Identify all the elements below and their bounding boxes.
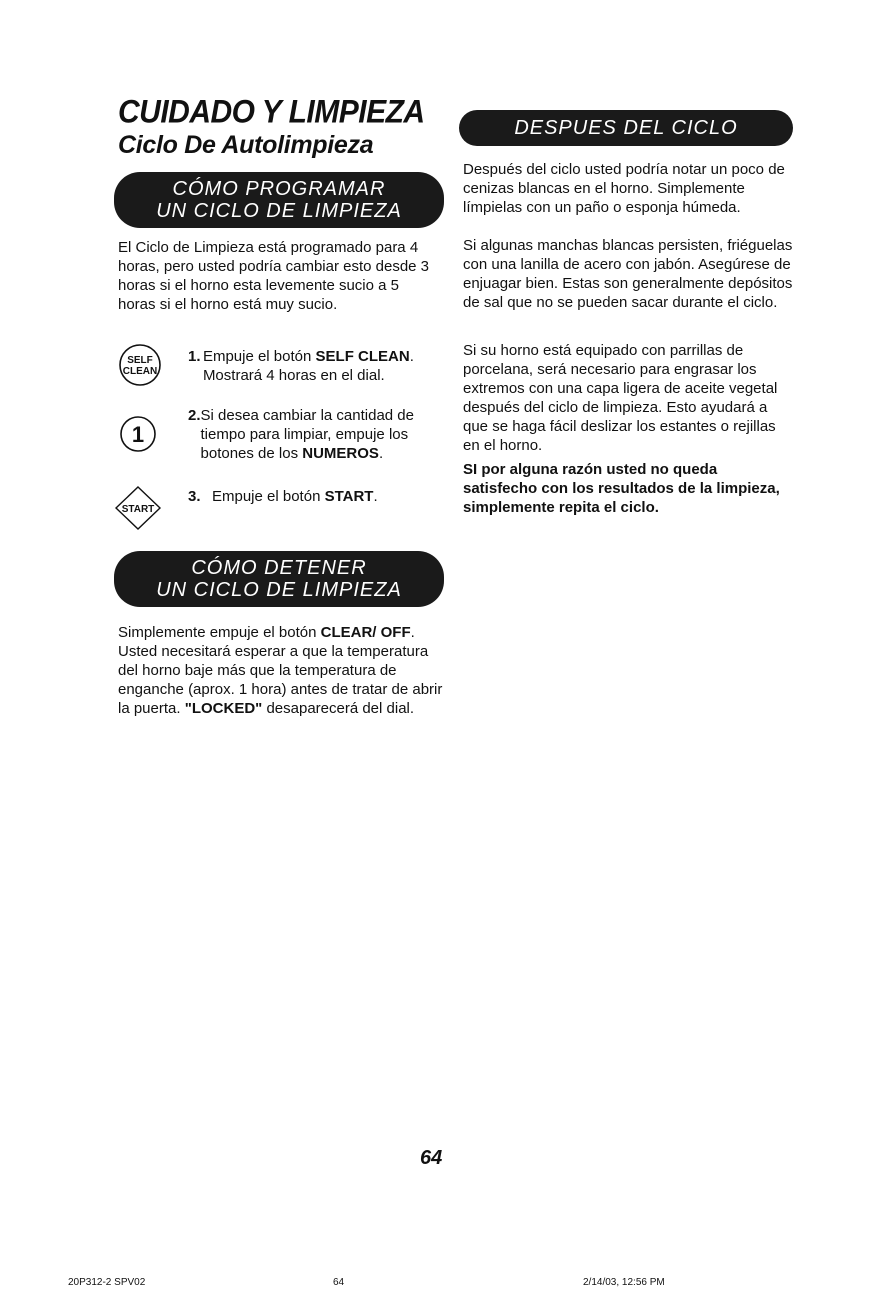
step-1 — [188, 347, 450, 385]
program-intro: El Ciclo de Limpieza está programado para 4 horas, pero usted podría cambiar esto desde 3 horas si el horno esta levemente sucio a 5 horas si el horno está muy sucio. — [118, 239, 430, 313]
page-subtitle: Ciclo De Autolimpieza — [118, 131, 374, 159]
step-text: Empuje el botón SELF CLEAN. Mostrará 4 horas en el dial. — [202, 348, 414, 384]
heading-line: DESPUES DEL CICLO — [514, 117, 738, 139]
after-paragraph-3: Si su horno está equipado con parrillas de porcelana, será necesario para engrasar los extremos con una capa ligera de aceite vegetal después del ciclo de limpieza. Esto ayudará a que se haga fácil deslizar los estantes o rejillas en el horno. — [463, 342, 778, 454]
footer-page-number: 64 — [333, 1277, 345, 1288]
after-paragraph-2: Si algunas manchas blancas persisten, friéguelas con una lanilla de acero con jabón. Asegúrese de enjuagar bien. Estas son generalmente depósitos de sal que no se pueden sacar durante el ciclo. — [463, 237, 793, 311]
step-2 — [188, 406, 450, 463]
section-heading-after — [459, 110, 793, 146]
heading-line: CÓMO DETENER — [191, 557, 367, 579]
step-text: Empuje el botón START. — [212, 488, 378, 505]
start-button-icon — [112, 483, 164, 533]
step-3 — [188, 487, 450, 506]
stop-paragraph: Simplemente empuje el botón CLEAR/ OFF. Usted necesitará esperar a que la temperatura del horno baje más que la temperatura de enganche (aprox. 1 hora) antes de tratar de abrir la puerta. "LOCKED" desaparecerá del dial. — [118, 624, 443, 717]
heading-line: UN CICLO DE LIMPIEZA — [156, 579, 402, 601]
heading-line: UN CICLO DE LIMPIEZA — [156, 200, 402, 222]
step-number: 1. — [188, 348, 201, 365]
step-number: 3. — [188, 488, 201, 505]
after-paragraph-4: SI por alguna razón usted no queda satisfecho con los resultados de la limpieza, simplemente repita el ciclo. — [463, 461, 780, 516]
section-heading-stop — [114, 551, 444, 607]
page-number: 64 — [420, 1147, 443, 1169]
svg-text:START: START — [121, 504, 155, 515]
svg-text:SELF: SELF — [127, 355, 153, 366]
step-number: 2. — [188, 407, 201, 424]
footer-timestamp: 2/14/03, 12:56 PM — [583, 1277, 665, 1288]
page-title: CUIDADO Y LIMPIEZA — [118, 94, 425, 131]
step-text: Si desea cambiar la cantidad de tiempo para limpiar, empuje los botones de los NUMEROS. — [200, 407, 414, 462]
section-heading-program — [114, 172, 444, 228]
after-paragraph-1: Después del ciclo usted podría notar un poco de cenizas blancas en el horno. Simplemente límpielas con un paño o esponja húmeda. — [463, 161, 785, 216]
number-one-button-icon — [118, 414, 158, 454]
heading-line: CÓMO PROGRAMAR — [172, 178, 386, 200]
footer-doc-code: 20P312-2 SPV02 — [68, 1277, 146, 1288]
svg-text:1: 1 — [131, 422, 145, 447]
svg-text:CLEAN: CLEAN — [122, 366, 158, 377]
self-clean-button-icon — [116, 341, 164, 389]
